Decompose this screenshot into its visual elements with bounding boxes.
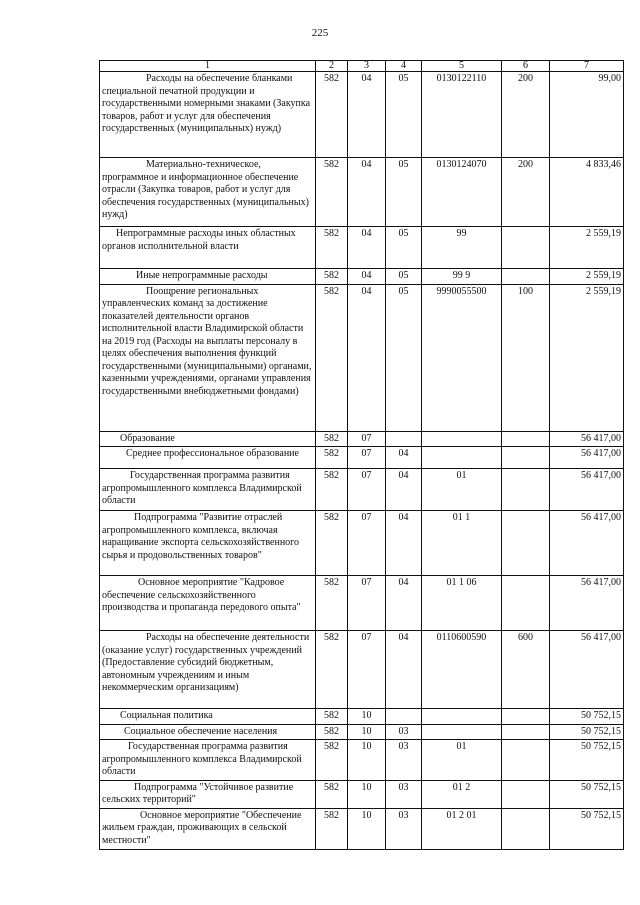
row-section-cell: 10 bbox=[348, 724, 386, 740]
row-amount-cell: 56 417,00 bbox=[550, 576, 624, 631]
row-admin-code-cell: 582 bbox=[316, 511, 348, 576]
row-amount-cell: 2 559,19 bbox=[550, 269, 624, 285]
row-expense-type-cell: 200 bbox=[502, 158, 550, 227]
header-col-1: 1 bbox=[100, 61, 316, 72]
row-subsection-cell: 04 bbox=[386, 576, 422, 631]
row-name-cell: Социальная политика bbox=[100, 709, 316, 725]
row-section-cell: 04 bbox=[348, 227, 386, 269]
row-expense-type-cell bbox=[502, 576, 550, 631]
row-amount-cell: 56 417,00 bbox=[550, 431, 624, 447]
row-admin-code-cell: 582 bbox=[316, 447, 348, 469]
row-name-cell: Государственная программа развития агропромышленного комплекса Владимирской области bbox=[100, 469, 316, 511]
row-amount-cell: 56 417,00 bbox=[550, 447, 624, 469]
row-target-article-cell bbox=[422, 431, 502, 447]
row-expense-type-cell: 200 bbox=[502, 72, 550, 158]
row-subsection-cell: 04 bbox=[386, 469, 422, 511]
row-subsection-cell bbox=[386, 431, 422, 447]
table-row bbox=[100, 447, 624, 469]
row-admin-code-cell: 582 bbox=[316, 227, 348, 269]
row-target-article-cell bbox=[422, 724, 502, 740]
header-col-3: 3 bbox=[348, 61, 386, 72]
row-subsection-cell: 03 bbox=[386, 780, 422, 808]
row-amount-cell: 50 752,15 bbox=[550, 740, 624, 781]
row-name-cell: Расходы на обеспечение бланками специальной печатной продукции и государственными номерными знаками (Закупка товаров, работ и услуг для обеспечения государственных (муниципальных) нужд) bbox=[100, 72, 316, 158]
row-subsection-cell: 03 bbox=[386, 724, 422, 740]
row-target-article-cell: 99 bbox=[422, 227, 502, 269]
row-expense-type-cell bbox=[502, 740, 550, 781]
row-target-article-cell: 01 bbox=[422, 469, 502, 511]
row-expense-type-cell bbox=[502, 780, 550, 808]
row-subsection-cell: 05 bbox=[386, 227, 422, 269]
table-row bbox=[100, 709, 624, 725]
row-section-cell: 04 bbox=[348, 72, 386, 158]
table-row bbox=[100, 431, 624, 447]
row-name-cell: Основное мероприятие "Кадровое обеспечение сельскохозяйственного производства и пропаганда передового опыта" bbox=[100, 576, 316, 631]
row-name-cell: Поощрение региональных управленческих команд за достижение показателей деятельности органов исполнительной власти Владимирской области на 2019 год (Расходы на выплаты персоналу в целях обеспечения выполнения функций государственными (муниципальными) органами, казенными учреждениями, органами управления государственными внебюджетными фондами) bbox=[100, 284, 316, 431]
header-col-2: 2 bbox=[316, 61, 348, 72]
page-number: 225 bbox=[311, 27, 329, 39]
row-target-article-cell bbox=[422, 709, 502, 725]
table-row bbox=[100, 631, 624, 709]
row-admin-code-cell: 582 bbox=[316, 431, 348, 447]
row-subsection-cell: 05 bbox=[386, 158, 422, 227]
row-name-cell: Непрограммные расходы иных областных органов исполнительной власти bbox=[100, 227, 316, 269]
table-row bbox=[100, 158, 624, 227]
row-expense-type-cell bbox=[502, 709, 550, 725]
row-admin-code-cell: 582 bbox=[316, 269, 348, 285]
row-expense-type-cell bbox=[502, 469, 550, 511]
table-row bbox=[100, 740, 624, 781]
row-expense-type-cell bbox=[502, 511, 550, 576]
table-row bbox=[100, 269, 624, 285]
row-target-article-cell: 01 bbox=[422, 740, 502, 781]
budget-table bbox=[99, 60, 624, 850]
row-name-cell: Материально-техническое, программное и информационное обеспечение отрасли (Закупка товаров, работ и услуг для обеспечения государственных (муниципальных) нужд) bbox=[100, 158, 316, 227]
row-subsection-cell: 03 bbox=[386, 808, 422, 849]
row-target-article-cell: 01 1 06 bbox=[422, 576, 502, 631]
row-expense-type-cell bbox=[502, 808, 550, 849]
table-row bbox=[100, 724, 624, 740]
row-section-cell: 10 bbox=[348, 709, 386, 725]
row-amount-cell: 56 417,00 bbox=[550, 469, 624, 511]
row-name-cell: Социальное обеспечение населения bbox=[100, 724, 316, 740]
row-section-cell: 07 bbox=[348, 631, 386, 709]
row-subsection-cell: 04 bbox=[386, 447, 422, 469]
row-subsection-cell: 04 bbox=[386, 511, 422, 576]
row-subsection-cell bbox=[386, 709, 422, 725]
row-section-cell: 04 bbox=[348, 269, 386, 285]
row-target-article-cell bbox=[422, 447, 502, 469]
table-row bbox=[100, 576, 624, 631]
table-row bbox=[100, 284, 624, 431]
row-admin-code-cell: 582 bbox=[316, 158, 348, 227]
row-admin-code-cell: 582 bbox=[316, 72, 348, 158]
table-row bbox=[100, 469, 624, 511]
table-row bbox=[100, 780, 624, 808]
row-amount-cell: 2 559,19 bbox=[550, 284, 624, 431]
row-expense-type-cell bbox=[502, 447, 550, 469]
row-name-cell: Среднее профессиональное образование bbox=[100, 447, 316, 469]
row-section-cell: 07 bbox=[348, 511, 386, 576]
row-admin-code-cell: 582 bbox=[316, 808, 348, 849]
row-section-cell: 07 bbox=[348, 469, 386, 511]
row-expense-type-cell bbox=[502, 724, 550, 740]
table-row bbox=[100, 808, 624, 849]
row-target-article-cell: 01 2 bbox=[422, 780, 502, 808]
header-col-6: 6 bbox=[502, 61, 550, 72]
header-col-4: 4 bbox=[386, 61, 422, 72]
row-amount-cell: 50 752,15 bbox=[550, 780, 624, 808]
table-row bbox=[100, 72, 624, 158]
row-section-cell: 04 bbox=[348, 284, 386, 431]
row-expense-type-cell bbox=[502, 431, 550, 447]
row-admin-code-cell: 582 bbox=[316, 576, 348, 631]
row-amount-cell: 50 752,15 bbox=[550, 724, 624, 740]
row-target-article-cell: 9990055500 bbox=[422, 284, 502, 431]
table-row bbox=[100, 227, 624, 269]
row-name-cell: Иные непрограммные расходы bbox=[100, 269, 316, 285]
row-section-cell: 10 bbox=[348, 740, 386, 781]
row-subsection-cell: 05 bbox=[386, 269, 422, 285]
row-section-cell: 10 bbox=[348, 780, 386, 808]
row-subsection-cell: 05 bbox=[386, 72, 422, 158]
header-col-7: 7 bbox=[550, 61, 624, 72]
row-admin-code-cell: 582 bbox=[316, 284, 348, 431]
table-row bbox=[100, 511, 624, 576]
row-name-cell: Подпрограмма "Устойчивое развитие сельских территорий" bbox=[100, 780, 316, 808]
row-name-cell: Государственная программа развития агропромышленного комплекса Владимирской области bbox=[100, 740, 316, 781]
row-target-article-cell: 0130122110 bbox=[422, 72, 502, 158]
row-section-cell: 04 bbox=[348, 158, 386, 227]
row-section-cell: 10 bbox=[348, 808, 386, 849]
row-admin-code-cell: 582 bbox=[316, 709, 348, 725]
row-target-article-cell: 99 9 bbox=[422, 269, 502, 285]
row-subsection-cell: 04 bbox=[386, 631, 422, 709]
row-amount-cell: 56 417,00 bbox=[550, 631, 624, 709]
row-name-cell: Образование bbox=[100, 431, 316, 447]
row-expense-type-cell: 100 bbox=[502, 284, 550, 431]
row-amount-cell: 56 417,00 bbox=[550, 511, 624, 576]
row-expense-type-cell: 600 bbox=[502, 631, 550, 709]
row-amount-cell: 2 559,19 bbox=[550, 227, 624, 269]
row-expense-type-cell bbox=[502, 227, 550, 269]
row-subsection-cell: 05 bbox=[386, 284, 422, 431]
header-col-5: 5 bbox=[422, 61, 502, 72]
row-section-cell: 07 bbox=[348, 576, 386, 631]
row-target-article-cell: 0110600590 bbox=[422, 631, 502, 709]
row-admin-code-cell: 582 bbox=[316, 780, 348, 808]
row-subsection-cell: 03 bbox=[386, 740, 422, 781]
row-target-article-cell: 01 1 bbox=[422, 511, 502, 576]
row-target-article-cell: 0130124070 bbox=[422, 158, 502, 227]
row-amount-cell: 50 752,15 bbox=[550, 709, 624, 725]
row-amount-cell: 4 833,46 bbox=[550, 158, 624, 227]
row-admin-code-cell: 582 bbox=[316, 469, 348, 511]
row-target-article-cell: 01 2 01 bbox=[422, 808, 502, 849]
header-row bbox=[100, 61, 624, 72]
row-section-cell: 07 bbox=[348, 431, 386, 447]
row-amount-cell: 50 752,15 bbox=[550, 808, 624, 849]
row-name-cell: Подпрограмма "Развитие отраслей агропромышленного комплекса, включая наращивание экспорта сельскохозяйственного сырья и продовольственных товаров" bbox=[100, 511, 316, 576]
row-admin-code-cell: 582 bbox=[316, 631, 348, 709]
row-admin-code-cell: 582 bbox=[316, 724, 348, 740]
row-expense-type-cell bbox=[502, 269, 550, 285]
row-name-cell: Расходы на обеспечение деятельности (оказание услуг) государственных учреждений (Предоставление субсидий бюджетным, автономным учреждениям и иным некоммерческим организациям) bbox=[100, 631, 316, 709]
row-name-cell: Основное мероприятие "Обеспечение жильем граждан, проживающих в сельской местности" bbox=[100, 808, 316, 849]
row-admin-code-cell: 582 bbox=[316, 740, 348, 781]
row-amount-cell: 99,00 bbox=[550, 72, 624, 158]
row-section-cell: 07 bbox=[348, 447, 386, 469]
